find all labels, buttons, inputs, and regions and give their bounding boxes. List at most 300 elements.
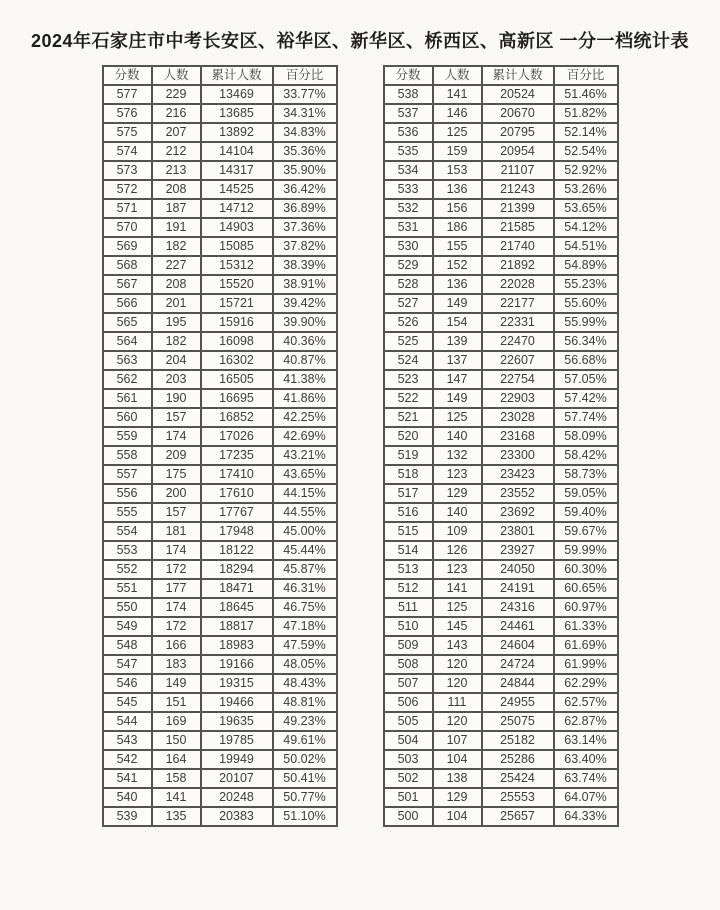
percent-cell: 61.99% [554, 655, 618, 674]
cumulative-cell: 22331 [482, 313, 554, 332]
count-cell: 209 [152, 446, 201, 465]
table-row [384, 617, 618, 636]
percent-cell: 40.87% [273, 351, 337, 370]
score-cell: 534 [384, 161, 433, 180]
count-cell: 136 [433, 180, 482, 199]
table-row [103, 712, 337, 731]
count-cell: 172 [152, 617, 201, 636]
column-header: 累计人数 [482, 66, 554, 85]
table-row [384, 332, 618, 351]
count-cell: 208 [152, 180, 201, 199]
column-header: 百分比 [273, 66, 337, 85]
table-row [384, 541, 618, 560]
table-row [384, 674, 618, 693]
table-row [103, 294, 337, 313]
score-cell: 540 [103, 788, 152, 807]
count-cell: 149 [433, 389, 482, 408]
percent-cell: 59.40% [554, 503, 618, 522]
percent-cell: 58.09% [554, 427, 618, 446]
table-row [103, 85, 337, 104]
count-cell: 190 [152, 389, 201, 408]
cumulative-cell: 23552 [482, 484, 554, 503]
percent-cell: 60.97% [554, 598, 618, 617]
score-table-left [102, 65, 338, 827]
count-cell: 186 [433, 218, 482, 237]
percent-cell: 55.60% [554, 294, 618, 313]
score-cell: 575 [103, 123, 152, 142]
score-cell: 549 [103, 617, 152, 636]
table-row [384, 560, 618, 579]
count-cell: 204 [152, 351, 201, 370]
table-row [103, 199, 337, 218]
score-cell: 525 [384, 332, 433, 351]
count-cell: 158 [152, 769, 201, 788]
table-row [384, 636, 618, 655]
count-cell: 149 [433, 294, 482, 313]
score-cell: 557 [103, 465, 152, 484]
percent-cell: 63.74% [554, 769, 618, 788]
cumulative-cell: 20670 [482, 104, 554, 123]
score-cell: 563 [103, 351, 152, 370]
table-row [103, 180, 337, 199]
cumulative-cell: 21107 [482, 161, 554, 180]
percent-cell: 48.05% [273, 655, 337, 674]
table-row [103, 807, 337, 826]
score-cell: 508 [384, 655, 433, 674]
cumulative-cell: 19166 [201, 655, 273, 674]
score-cell: 553 [103, 541, 152, 560]
percent-cell: 56.68% [554, 351, 618, 370]
score-cell: 516 [384, 503, 433, 522]
score-cell: 507 [384, 674, 433, 693]
table-row [103, 465, 337, 484]
count-cell: 104 [433, 807, 482, 826]
table-row [384, 104, 618, 123]
percent-cell: 45.87% [273, 560, 337, 579]
column-header: 人数 [152, 66, 201, 85]
cumulative-cell: 14104 [201, 142, 273, 161]
score-cell: 565 [103, 313, 152, 332]
cumulative-cell: 24316 [482, 598, 554, 617]
percent-cell: 37.36% [273, 218, 337, 237]
score-cell: 538 [384, 85, 433, 104]
table-row [103, 484, 337, 503]
cumulative-cell: 15721 [201, 294, 273, 313]
score-cell: 513 [384, 560, 433, 579]
percent-cell: 63.14% [554, 731, 618, 750]
cumulative-cell: 14525 [201, 180, 273, 199]
cumulative-cell: 25553 [482, 788, 554, 807]
table-row [103, 218, 337, 237]
count-cell: 183 [152, 655, 201, 674]
count-cell: 123 [433, 465, 482, 484]
percent-cell: 49.61% [273, 731, 337, 750]
column-header: 累计人数 [201, 66, 273, 85]
cumulative-cell: 21892 [482, 256, 554, 275]
score-cell: 528 [384, 275, 433, 294]
count-cell: 166 [152, 636, 201, 655]
count-cell: 155 [433, 237, 482, 256]
table-row [103, 541, 337, 560]
table-row [384, 769, 618, 788]
table-row [103, 731, 337, 750]
percent-cell: 52.92% [554, 161, 618, 180]
percent-cell: 64.07% [554, 788, 618, 807]
table-row [384, 142, 618, 161]
score-cell: 539 [103, 807, 152, 826]
table-row [103, 560, 337, 579]
percent-cell: 48.81% [273, 693, 337, 712]
cumulative-cell: 20954 [482, 142, 554, 161]
cumulative-cell: 20248 [201, 788, 273, 807]
table-row [384, 161, 618, 180]
table-row [384, 389, 618, 408]
table-row [384, 294, 618, 313]
count-cell: 213 [152, 161, 201, 180]
score-cell: 567 [103, 275, 152, 294]
percent-cell: 50.02% [273, 750, 337, 769]
count-cell: 152 [433, 256, 482, 275]
cumulative-cell: 18645 [201, 598, 273, 617]
percent-cell: 64.33% [554, 807, 618, 826]
percent-cell: 42.25% [273, 408, 337, 427]
count-cell: 201 [152, 294, 201, 313]
count-cell: 126 [433, 541, 482, 560]
percent-cell: 45.00% [273, 522, 337, 541]
cumulative-cell: 16695 [201, 389, 273, 408]
count-cell: 136 [433, 275, 482, 294]
cumulative-cell: 18471 [201, 579, 273, 598]
percent-cell: 57.42% [554, 389, 618, 408]
score-cell: 552 [103, 560, 152, 579]
percent-cell: 59.67% [554, 522, 618, 541]
cumulative-cell: 22903 [482, 389, 554, 408]
count-cell: 149 [152, 674, 201, 693]
cumulative-cell: 22028 [482, 275, 554, 294]
count-cell: 111 [433, 693, 482, 712]
table-row [103, 446, 337, 465]
percent-cell: 47.18% [273, 617, 337, 636]
score-cell: 564 [103, 332, 152, 351]
count-cell: 129 [433, 788, 482, 807]
cumulative-cell: 24724 [482, 655, 554, 674]
percent-cell: 43.21% [273, 446, 337, 465]
table-row [103, 655, 337, 674]
percent-cell: 46.75% [273, 598, 337, 617]
percent-cell: 59.99% [554, 541, 618, 560]
percent-cell: 37.82% [273, 237, 337, 256]
cumulative-cell: 21399 [482, 199, 554, 218]
cumulative-cell: 16852 [201, 408, 273, 427]
count-cell: 138 [433, 769, 482, 788]
table-row [103, 351, 337, 370]
cumulative-cell: 25424 [482, 769, 554, 788]
score-cell: 520 [384, 427, 433, 446]
count-cell: 182 [152, 237, 201, 256]
score-cell: 532 [384, 199, 433, 218]
count-cell: 203 [152, 370, 201, 389]
count-cell: 129 [433, 484, 482, 503]
count-cell: 195 [152, 313, 201, 332]
cumulative-cell: 20107 [201, 769, 273, 788]
cumulative-cell: 22607 [482, 351, 554, 370]
table-row [103, 237, 337, 256]
cumulative-cell: 17767 [201, 503, 273, 522]
percent-cell: 36.89% [273, 199, 337, 218]
table-row [384, 446, 618, 465]
score-cell: 560 [103, 408, 152, 427]
percent-cell: 52.54% [554, 142, 618, 161]
score-cell: 548 [103, 636, 152, 655]
count-cell: 208 [152, 275, 201, 294]
cumulative-cell: 14903 [201, 218, 273, 237]
count-cell: 104 [433, 750, 482, 769]
table-row [384, 693, 618, 712]
column-header: 百分比 [554, 66, 618, 85]
count-cell: 135 [152, 807, 201, 826]
count-cell: 169 [152, 712, 201, 731]
cumulative-cell: 17410 [201, 465, 273, 484]
percent-cell: 41.38% [273, 370, 337, 389]
score-cell: 504 [384, 731, 433, 750]
score-cell: 509 [384, 636, 433, 655]
percent-cell: 60.65% [554, 579, 618, 598]
cumulative-cell: 24955 [482, 693, 554, 712]
percent-cell: 54.89% [554, 256, 618, 275]
cumulative-cell: 23692 [482, 503, 554, 522]
cumulative-cell: 17235 [201, 446, 273, 465]
table-row [103, 427, 337, 446]
table-row [384, 237, 618, 256]
count-cell: 187 [152, 199, 201, 218]
score-cell: 570 [103, 218, 152, 237]
percent-cell: 36.42% [273, 180, 337, 199]
cumulative-cell: 17948 [201, 522, 273, 541]
cumulative-cell: 18294 [201, 560, 273, 579]
percent-cell: 61.69% [554, 636, 618, 655]
score-cell: 572 [103, 180, 152, 199]
count-cell: 207 [152, 123, 201, 142]
percent-cell: 53.65% [554, 199, 618, 218]
count-cell: 174 [152, 427, 201, 446]
table-row [103, 123, 337, 142]
cumulative-cell: 25075 [482, 712, 554, 731]
count-cell: 125 [433, 408, 482, 427]
score-cell: 529 [384, 256, 433, 275]
table-row [103, 408, 337, 427]
count-cell: 143 [433, 636, 482, 655]
count-cell: 191 [152, 218, 201, 237]
score-cell: 506 [384, 693, 433, 712]
cumulative-cell: 15916 [201, 313, 273, 332]
cumulative-cell: 20383 [201, 807, 273, 826]
cumulative-cell: 23028 [482, 408, 554, 427]
score-cell: 561 [103, 389, 152, 408]
column-header: 人数 [433, 66, 482, 85]
score-cell: 515 [384, 522, 433, 541]
score-cell: 535 [384, 142, 433, 161]
cumulative-cell: 23168 [482, 427, 554, 446]
score-cell: 577 [103, 85, 152, 104]
count-cell: 139 [433, 332, 482, 351]
cumulative-cell: 24604 [482, 636, 554, 655]
cumulative-cell: 17026 [201, 427, 273, 446]
table-row [384, 712, 618, 731]
percent-cell: 62.87% [554, 712, 618, 731]
cumulative-cell: 18983 [201, 636, 273, 655]
score-cell: 519 [384, 446, 433, 465]
table-row [103, 256, 337, 275]
count-cell: 177 [152, 579, 201, 598]
table-row [103, 674, 337, 693]
score-cell: 522 [384, 389, 433, 408]
cumulative-cell: 13892 [201, 123, 273, 142]
count-cell: 181 [152, 522, 201, 541]
percent-cell: 56.34% [554, 332, 618, 351]
table-row [103, 788, 337, 807]
cumulative-cell: 21585 [482, 218, 554, 237]
cumulative-cell: 16505 [201, 370, 273, 389]
count-cell: 141 [433, 85, 482, 104]
cumulative-cell: 25657 [482, 807, 554, 826]
count-cell: 212 [152, 142, 201, 161]
percent-cell: 33.77% [273, 85, 337, 104]
table-row [384, 199, 618, 218]
table-row [384, 807, 618, 826]
table-row [384, 465, 618, 484]
percent-cell: 39.42% [273, 294, 337, 313]
table-row [103, 522, 337, 541]
cumulative-cell: 25182 [482, 731, 554, 750]
count-cell: 107 [433, 731, 482, 750]
cumulative-cell: 19635 [201, 712, 273, 731]
table-row [103, 750, 337, 769]
cumulative-cell: 18817 [201, 617, 273, 636]
cumulative-cell: 23927 [482, 541, 554, 560]
percent-cell: 58.73% [554, 465, 618, 484]
count-cell: 150 [152, 731, 201, 750]
score-cell: 559 [103, 427, 152, 446]
score-cell: 500 [384, 807, 433, 826]
score-cell: 512 [384, 579, 433, 598]
cumulative-cell: 19785 [201, 731, 273, 750]
count-cell: 120 [433, 655, 482, 674]
table-row [384, 750, 618, 769]
score-cell: 533 [384, 180, 433, 199]
score-cell: 530 [384, 237, 433, 256]
score-cell: 531 [384, 218, 433, 237]
cumulative-cell: 24191 [482, 579, 554, 598]
count-cell: 182 [152, 332, 201, 351]
cumulative-cell: 21243 [482, 180, 554, 199]
table-row [384, 275, 618, 294]
cumulative-cell: 23423 [482, 465, 554, 484]
table-row [103, 161, 337, 180]
table-row [384, 370, 618, 389]
percent-cell: 44.15% [273, 484, 337, 503]
count-cell: 137 [433, 351, 482, 370]
table-row [103, 598, 337, 617]
score-cell: 521 [384, 408, 433, 427]
score-cell: 523 [384, 370, 433, 389]
cumulative-cell: 24050 [482, 560, 554, 579]
percent-cell: 47.59% [273, 636, 337, 655]
tables-container [0, 65, 720, 827]
table-row [103, 275, 337, 294]
score-cell: 543 [103, 731, 152, 750]
table-row [384, 351, 618, 370]
score-cell: 526 [384, 313, 433, 332]
cumulative-cell: 14317 [201, 161, 273, 180]
cumulative-cell: 15085 [201, 237, 273, 256]
percent-cell: 57.74% [554, 408, 618, 427]
count-cell: 120 [433, 674, 482, 693]
score-cell: 547 [103, 655, 152, 674]
count-cell: 157 [152, 408, 201, 427]
cumulative-cell: 20524 [482, 85, 554, 104]
percent-cell: 39.90% [273, 313, 337, 332]
count-cell: 132 [433, 446, 482, 465]
table-row [103, 693, 337, 712]
table-row [103, 579, 337, 598]
percent-cell: 59.05% [554, 484, 618, 503]
table-row [384, 180, 618, 199]
count-cell: 174 [152, 541, 201, 560]
score-cell: 524 [384, 351, 433, 370]
count-cell: 125 [433, 598, 482, 617]
score-cell: 554 [103, 522, 152, 541]
percent-cell: 58.42% [554, 446, 618, 465]
percent-cell: 51.46% [554, 85, 618, 104]
percent-cell: 55.23% [554, 275, 618, 294]
score-cell: 556 [103, 484, 152, 503]
percent-cell: 54.51% [554, 237, 618, 256]
table-row [384, 427, 618, 446]
percent-cell: 62.29% [554, 674, 618, 693]
cumulative-cell: 21740 [482, 237, 554, 256]
table-row [384, 256, 618, 275]
column-header: 分数 [103, 66, 152, 85]
score-cell: 503 [384, 750, 433, 769]
score-cell: 571 [103, 199, 152, 218]
percent-cell: 51.82% [554, 104, 618, 123]
score-cell: 517 [384, 484, 433, 503]
count-cell: 175 [152, 465, 201, 484]
count-cell: 164 [152, 750, 201, 769]
column-header: 分数 [384, 66, 433, 85]
score-cell: 576 [103, 104, 152, 123]
score-cell: 574 [103, 142, 152, 161]
score-cell: 555 [103, 503, 152, 522]
percent-cell: 54.12% [554, 218, 618, 237]
score-cell: 501 [384, 788, 433, 807]
count-cell: 147 [433, 370, 482, 389]
count-cell: 146 [433, 104, 482, 123]
percent-cell: 41.86% [273, 389, 337, 408]
score-cell: 550 [103, 598, 152, 617]
table-row [384, 313, 618, 332]
score-cell: 505 [384, 712, 433, 731]
cumulative-cell: 22177 [482, 294, 554, 313]
score-cell: 566 [103, 294, 152, 313]
cumulative-cell: 13469 [201, 85, 273, 104]
cumulative-cell: 23801 [482, 522, 554, 541]
score-cell: 518 [384, 465, 433, 484]
percent-cell: 43.65% [273, 465, 337, 484]
cumulative-cell: 24461 [482, 617, 554, 636]
cumulative-cell: 22754 [482, 370, 554, 389]
table-row [103, 332, 337, 351]
